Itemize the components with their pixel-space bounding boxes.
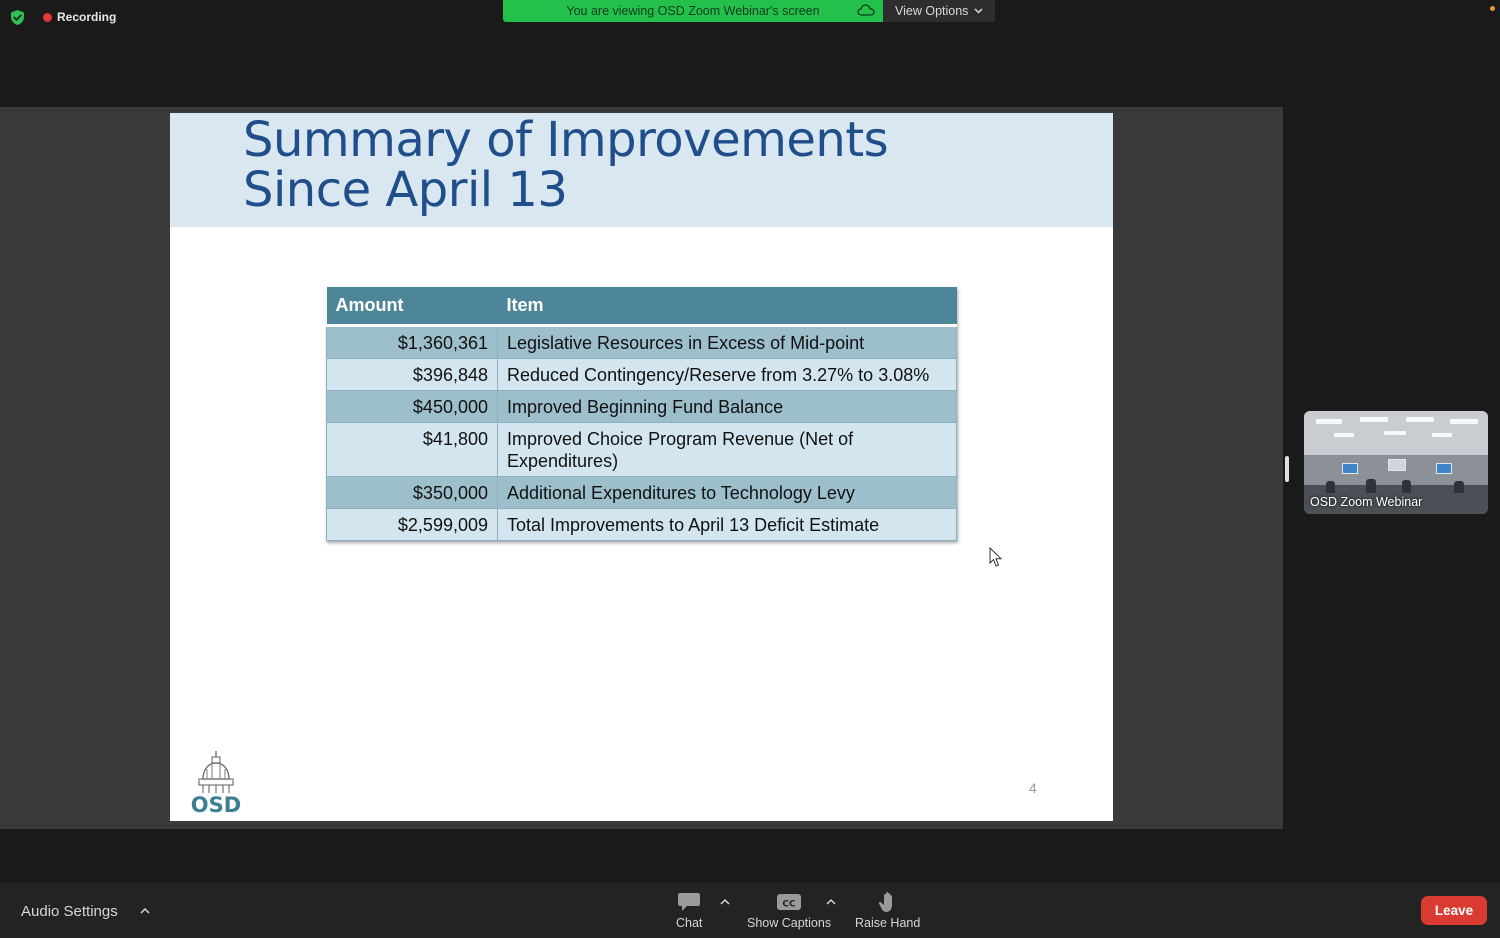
table-row [327, 476, 957, 508]
recording-indicator[interactable] [43, 10, 116, 24]
row-item: Total Improvements to April 13 Deficit Estimate [498, 508, 957, 540]
audio-settings-button[interactable]: Audio Settings [21, 903, 118, 920]
header-item: Item [498, 287, 957, 325]
activity-dot-icon [1490, 6, 1495, 11]
table-header-row [327, 287, 957, 325]
slide-page-number: 4 [1029, 780, 1037, 796]
logo-text: OSD [190, 793, 242, 815]
row-amount: $41,800 [327, 422, 498, 476]
slide-title [243, 112, 889, 218]
row-item: Reduced Contingency/Reserve from 3.27% to 3.08% [498, 358, 957, 390]
video-ceiling-light [1360, 417, 1388, 422]
video-ceiling-light [1384, 431, 1406, 435]
slide-title-line-1: Summary of Improvements [243, 112, 889, 168]
table-row [327, 390, 957, 422]
row-amount: $2,599,009 [327, 508, 498, 540]
row-amount: $1,360,361 [327, 325, 498, 358]
recording-label: Recording [57, 10, 117, 24]
table-row [327, 508, 957, 540]
meeting-toolbar [0, 882, 1500, 938]
row-amount: $450,000 [327, 390, 498, 422]
osd-capitol-logo [183, 749, 249, 815]
improvements-table [326, 287, 957, 541]
captions-options-caret-icon[interactable] [826, 898, 836, 906]
video-room-screen [1342, 463, 1358, 474]
row-item: Improved Beginning Fund Balance [498, 390, 957, 422]
chevron-down-icon [974, 8, 983, 14]
chat-label: Chat [676, 916, 703, 930]
security-shield-icon[interactable] [9, 9, 26, 26]
share-banner-text: You are viewing OSD Zoom Webinar's screen [566, 4, 820, 18]
video-room-screen [1436, 463, 1452, 474]
show-captions-button[interactable] [747, 890, 831, 930]
slide-title-line-2: Since April 13 [243, 162, 568, 218]
row-item: Legislative Resources in Excess of Mid-point [498, 325, 957, 358]
video-person [1326, 481, 1335, 493]
video-ceiling-light [1316, 419, 1342, 424]
closed-captions-icon [776, 890, 802, 914]
view-options-button[interactable] [883, 0, 995, 22]
panel-resize-handle[interactable] [1285, 456, 1289, 482]
chat-bubble-icon [676, 890, 702, 914]
video-ceiling-light [1432, 433, 1452, 437]
recording-dot-icon [43, 13, 52, 22]
raise-hand-label: Raise Hand [855, 916, 921, 930]
row-amount: $396,848 [327, 358, 498, 390]
raise-hand-button[interactable] [855, 890, 920, 930]
video-ceiling-light [1450, 419, 1478, 424]
table-row [327, 422, 957, 476]
row-item: Improved Choice Program Revenue (Net of Expenditures) [498, 422, 957, 476]
video-ceiling-light [1406, 417, 1434, 422]
screen-share-banner [503, 0, 883, 22]
video-room-screen [1388, 459, 1406, 471]
raise-hand-icon [875, 890, 901, 914]
mouse-cursor-icon [989, 547, 1003, 568]
show-captions-label: Show Captions [747, 916, 832, 930]
chat-button[interactable] [676, 890, 702, 930]
leave-button[interactable]: Leave [1421, 896, 1487, 925]
audio-options-caret-icon[interactable] [140, 907, 150, 915]
chat-options-caret-icon[interactable] [720, 898, 730, 906]
cloud-icon [857, 3, 875, 17]
video-person [1402, 480, 1411, 493]
participant-name: OSD Zoom Webinar [1310, 495, 1423, 509]
presentation-slide [170, 113, 1113, 821]
participant-video-thumbnail[interactable] [1304, 411, 1488, 514]
table-row [327, 325, 957, 358]
video-ceiling-light [1334, 433, 1354, 437]
header-amount: Amount [327, 287, 498, 325]
view-options-label: View Options [895, 4, 969, 18]
table-row [327, 358, 957, 390]
row-item: Additional Expenditures to Technology Levy [498, 476, 957, 508]
captions-icon-text: CC [782, 899, 796, 910]
row-amount: $350,000 [327, 476, 498, 508]
video-person [1454, 481, 1464, 493]
video-person [1366, 479, 1376, 493]
